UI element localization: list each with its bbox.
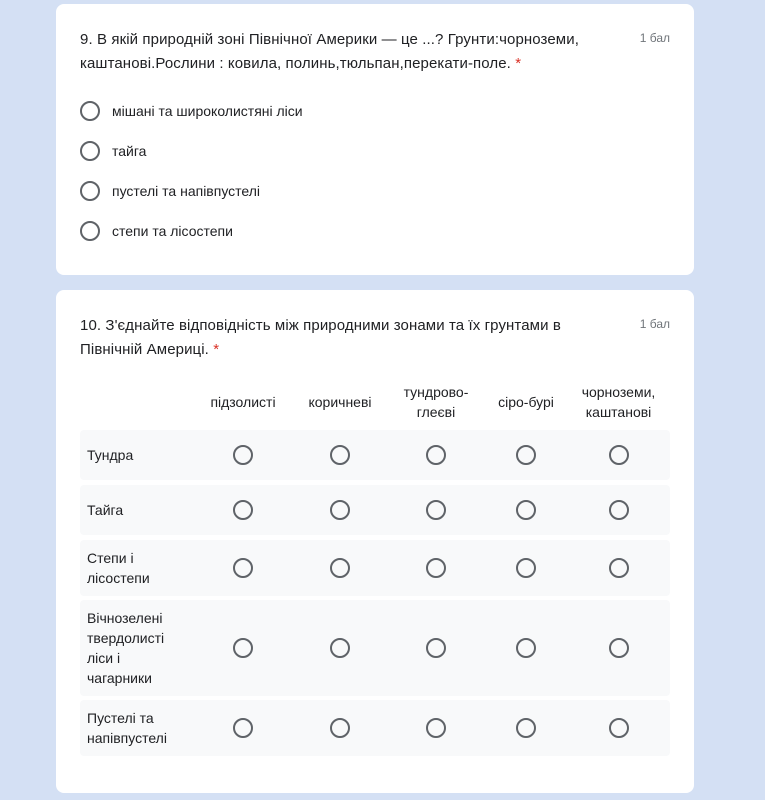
column-header: чорноземи, каштанові: [581, 384, 656, 420]
question-9-card: [56, 4, 694, 275]
question-9-title-text: 9. В якій природній зоні Північної Америки — це ...? Грунти:чорноземи, каштанові.Рослини : ковила, полинь,тюльпан,перекати-поле.: [80, 31, 579, 72]
question-10-title-text: 10. З'єднайте відповідність між природними зонами та їх грунтами в Північній Америці.: [80, 317, 561, 358]
radio-button[interactable]: [80, 141, 100, 161]
row-label: Тайга: [87, 502, 124, 518]
radio-button[interactable]: [516, 500, 536, 520]
radio-button[interactable]: [516, 718, 536, 738]
radio-button[interactable]: [609, 638, 629, 658]
radio-button[interactable]: [233, 500, 253, 520]
radio-button[interactable]: [516, 638, 536, 658]
radio-button[interactable]: [330, 445, 350, 465]
radio-button[interactable]: [609, 445, 629, 465]
row-label: Степи і лісостепи: [87, 550, 150, 586]
row-label: Тундра: [87, 447, 134, 463]
row-label: Вічнозелені твердолисті ліси і чагарники: [87, 610, 165, 686]
radio-button[interactable]: [80, 101, 100, 121]
grid-row-deserts: [80, 700, 670, 756]
radio-button[interactable]: [609, 718, 629, 738]
radio-button[interactable]: [80, 221, 100, 241]
required-asterisk: *: [213, 341, 220, 358]
radio-button[interactable]: [330, 718, 350, 738]
question-10-points: 1 бал: [639, 317, 670, 331]
question-9-title: [80, 28, 600, 76]
radio-button[interactable]: [330, 638, 350, 658]
row-label: Пустелі та напівпустелі: [87, 710, 167, 746]
required-asterisk: *: [515, 55, 522, 72]
option-steppes[interactable]: [80, 220, 233, 242]
radio-button[interactable]: [426, 638, 446, 658]
question-9-header: [80, 28, 670, 76]
radio-button[interactable]: [426, 558, 446, 578]
radio-button[interactable]: [426, 718, 446, 738]
grid-row-taiga: [80, 485, 670, 535]
radio-button[interactable]: [426, 500, 446, 520]
radio-button[interactable]: [609, 558, 629, 578]
radio-button[interactable]: [516, 445, 536, 465]
column-header: сіро-бурі: [498, 394, 554, 410]
column-header: коричневі: [308, 394, 372, 410]
radio-button[interactable]: [330, 500, 350, 520]
option-label: степи та лісостепи: [112, 223, 233, 239]
radio-button[interactable]: [233, 445, 253, 465]
option-label: мішані та широколистяні ліси: [112, 103, 303, 119]
radio-button[interactable]: [516, 558, 536, 578]
column-header: підзолисті: [210, 394, 276, 410]
option-mixed-forests[interactable]: [80, 100, 303, 122]
radio-button[interactable]: [426, 445, 446, 465]
option-label: пустелі та напівпустелі: [112, 183, 261, 199]
radio-button[interactable]: [233, 718, 253, 738]
question-10-header: [80, 314, 670, 362]
option-label: тайга: [112, 143, 147, 159]
question-9-points: 1 бал: [639, 31, 670, 45]
option-deserts[interactable]: [80, 180, 260, 202]
grid-row-tundra: [80, 430, 670, 480]
radio-button[interactable]: [330, 558, 350, 578]
radio-button[interactable]: [609, 500, 629, 520]
radio-button[interactable]: [233, 558, 253, 578]
column-header: тундрово-глеєві: [403, 384, 469, 420]
grid-row-steppes: [80, 540, 670, 596]
radio-button[interactable]: [80, 181, 100, 201]
radio-button[interactable]: [233, 638, 253, 658]
option-taiga[interactable]: [80, 140, 146, 162]
grid-row-evergreen-forests: [80, 600, 670, 696]
question-10-title: [80, 314, 600, 362]
question-10-card: [56, 290, 694, 793]
